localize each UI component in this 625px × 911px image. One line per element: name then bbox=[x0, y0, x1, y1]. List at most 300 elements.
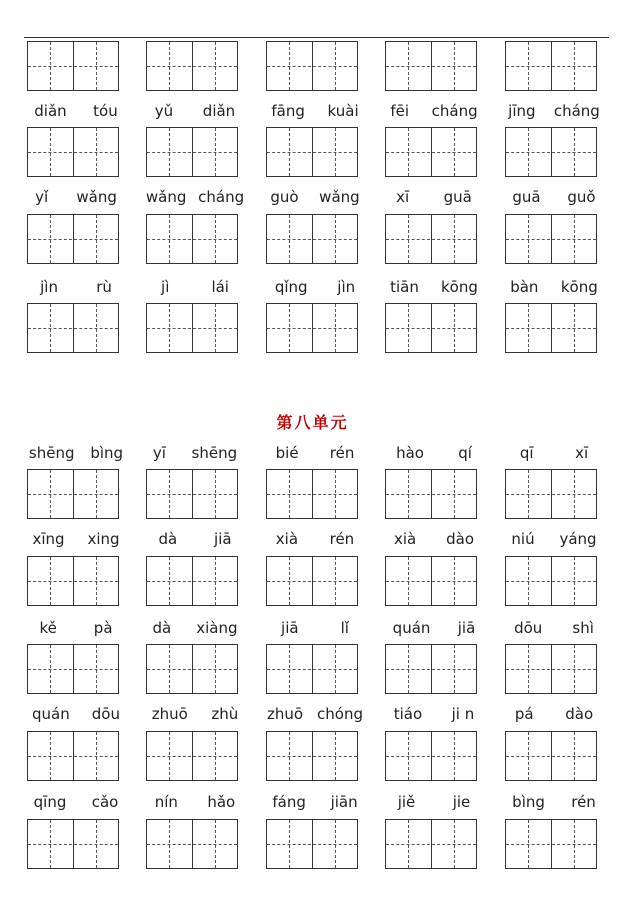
pinyin-syllable: zhuō bbox=[266, 705, 304, 723]
guide-line bbox=[574, 128, 575, 176]
guide-line bbox=[528, 820, 529, 868]
writing-box[interactable] bbox=[385, 214, 477, 264]
guide-line bbox=[454, 128, 455, 176]
writing-box[interactable] bbox=[505, 731, 597, 781]
guide-line bbox=[215, 557, 216, 605]
writing-box[interactable] bbox=[27, 303, 119, 353]
guide-line bbox=[96, 128, 97, 176]
guide-line bbox=[335, 732, 336, 780]
pinyin-label bbox=[140, 791, 250, 811]
pinyin-syllable: xing bbox=[87, 530, 120, 548]
pinyin-syllable: cháng bbox=[553, 102, 600, 120]
writing-box[interactable] bbox=[266, 214, 358, 264]
guide-line bbox=[574, 732, 575, 780]
pinyin-syllable: zhù bbox=[211, 705, 239, 723]
pinyin-syllable: pá bbox=[514, 705, 534, 723]
pinyin-syllable: quán bbox=[32, 705, 70, 723]
pinyin-label bbox=[499, 703, 609, 723]
pinyin-label bbox=[21, 528, 131, 548]
guide-line bbox=[169, 304, 170, 352]
guide-line bbox=[289, 557, 290, 605]
pinyin-label bbox=[499, 528, 609, 548]
writing-box[interactable] bbox=[505, 214, 597, 264]
guide-line bbox=[408, 42, 409, 90]
pinyin-syllable: xiàng bbox=[196, 619, 238, 637]
guide-line bbox=[169, 215, 170, 263]
pinyin-label bbox=[379, 100, 489, 120]
pinyin-syllable: tiáo bbox=[393, 705, 423, 723]
pinyin-syllable: jiān bbox=[330, 793, 358, 811]
guide-line bbox=[50, 42, 51, 90]
guide-line bbox=[408, 304, 409, 352]
guide-line bbox=[454, 42, 455, 90]
guide-line bbox=[506, 152, 596, 153]
guide-line bbox=[386, 494, 476, 495]
pinyin-syllable: wǎng bbox=[319, 188, 360, 206]
guide-line bbox=[169, 732, 170, 780]
guide-line bbox=[528, 732, 529, 780]
guide-line bbox=[335, 645, 336, 693]
guide-line bbox=[574, 557, 575, 605]
guide-line bbox=[28, 328, 118, 329]
writing-box[interactable] bbox=[27, 469, 119, 519]
guide-line bbox=[454, 645, 455, 693]
guide-line bbox=[289, 215, 290, 263]
pinyin-syllable: niú bbox=[511, 530, 535, 548]
writing-box[interactable] bbox=[27, 731, 119, 781]
pinyin-label bbox=[379, 276, 489, 296]
guide-line bbox=[506, 581, 596, 582]
writing-box[interactable] bbox=[27, 556, 119, 606]
guide-line bbox=[574, 215, 575, 263]
guide-line bbox=[408, 557, 409, 605]
guide-line bbox=[50, 645, 51, 693]
guide-line bbox=[335, 470, 336, 518]
pinyin-label bbox=[260, 528, 370, 548]
guide-line bbox=[574, 470, 575, 518]
guide-line bbox=[335, 304, 336, 352]
guide-line bbox=[386, 239, 476, 240]
pinyin-syllable: yǔ bbox=[154, 102, 174, 120]
writing-box[interactable] bbox=[505, 41, 597, 91]
pinyin-label bbox=[140, 276, 250, 296]
guide-line bbox=[454, 304, 455, 352]
guide-line bbox=[454, 215, 455, 263]
guide-line bbox=[28, 581, 118, 582]
guide-line bbox=[267, 756, 357, 757]
guide-line bbox=[408, 128, 409, 176]
writing-box[interactable] bbox=[385, 41, 477, 91]
pinyin-syllable: zhuō bbox=[151, 705, 188, 723]
pinyin-label bbox=[21, 186, 131, 206]
pinyin-syllable: nín bbox=[154, 793, 178, 811]
guide-line bbox=[408, 820, 409, 868]
pinyin-syllable: xià bbox=[275, 530, 299, 548]
pinyin-label bbox=[499, 442, 609, 462]
writing-box[interactable] bbox=[385, 469, 477, 519]
guide-line bbox=[169, 645, 170, 693]
guide-line bbox=[267, 494, 357, 495]
guide-line bbox=[574, 820, 575, 868]
guide-line bbox=[96, 470, 97, 518]
guide-line bbox=[386, 66, 476, 67]
pinyin-label bbox=[379, 703, 489, 723]
pinyin-label bbox=[379, 791, 489, 811]
guide-line bbox=[408, 645, 409, 693]
guide-line bbox=[169, 470, 170, 518]
guide-line bbox=[574, 645, 575, 693]
pinyin-syllable: jiā bbox=[214, 530, 232, 548]
pinyin-syllable: qī bbox=[519, 444, 534, 462]
pinyin-label bbox=[21, 442, 131, 462]
pinyin-syllable: guò bbox=[270, 188, 299, 206]
pinyin-syllable: dào bbox=[446, 530, 475, 548]
pinyin-syllable: kuài bbox=[327, 102, 359, 120]
top-rule bbox=[24, 37, 609, 38]
writing-box[interactable] bbox=[146, 303, 238, 353]
pinyin-label bbox=[140, 186, 250, 206]
writing-box[interactable] bbox=[385, 303, 477, 353]
pinyin-syllable: qǐng bbox=[274, 278, 308, 296]
writing-box[interactable] bbox=[266, 127, 358, 177]
guide-line bbox=[147, 844, 237, 845]
guide-line bbox=[50, 470, 51, 518]
guide-line bbox=[28, 66, 118, 67]
pinyin-label bbox=[21, 791, 131, 811]
guide-line bbox=[267, 239, 357, 240]
pinyin-label bbox=[21, 703, 131, 723]
guide-line bbox=[386, 756, 476, 757]
guide-line bbox=[386, 152, 476, 153]
writing-box[interactable] bbox=[266, 556, 358, 606]
pinyin-syllable: kōng bbox=[560, 278, 598, 296]
guide-line bbox=[169, 42, 170, 90]
guide-line bbox=[408, 732, 409, 780]
pinyin-syllable: dà bbox=[152, 619, 172, 637]
pinyin-syllable: dōu bbox=[91, 705, 120, 723]
guide-line bbox=[169, 557, 170, 605]
guide-line bbox=[528, 215, 529, 263]
pinyin-syllable: yǐ bbox=[35, 188, 49, 206]
pinyin-label bbox=[379, 442, 489, 462]
writing-box[interactable] bbox=[27, 214, 119, 264]
pinyin-syllable: dà bbox=[158, 530, 178, 548]
writing-box[interactable] bbox=[385, 731, 477, 781]
guide-line bbox=[528, 557, 529, 605]
pinyin-syllable: jì bbox=[161, 278, 170, 296]
guide-line bbox=[50, 820, 51, 868]
pinyin-syllable: cháng bbox=[431, 102, 478, 120]
guide-line bbox=[408, 215, 409, 263]
guide-line bbox=[28, 669, 118, 670]
pinyin-syllable: cǎo bbox=[91, 793, 119, 811]
writing-box[interactable] bbox=[505, 819, 597, 869]
guide-line bbox=[335, 42, 336, 90]
guide-line bbox=[574, 304, 575, 352]
writing-box[interactable] bbox=[146, 731, 238, 781]
pinyin-syllable: pà bbox=[93, 619, 113, 637]
writing-box[interactable] bbox=[266, 469, 358, 519]
writing-box[interactable] bbox=[27, 644, 119, 694]
guide-line bbox=[528, 42, 529, 90]
guide-line bbox=[96, 42, 97, 90]
pinyin-label bbox=[260, 186, 370, 206]
guide-line bbox=[215, 470, 216, 518]
pinyin-syllable: dōu bbox=[514, 619, 543, 637]
writing-box[interactable] bbox=[505, 469, 597, 519]
guide-line bbox=[506, 844, 596, 845]
pinyin-syllable: guǒ bbox=[567, 188, 596, 206]
guide-line bbox=[506, 239, 596, 240]
pinyin-label bbox=[260, 100, 370, 120]
pinyin-label bbox=[499, 617, 609, 637]
writing-box[interactable] bbox=[266, 644, 358, 694]
writing-box[interactable] bbox=[146, 41, 238, 91]
pinyin-syllable: lǐ bbox=[340, 619, 349, 637]
pinyin-label bbox=[379, 186, 489, 206]
guide-line bbox=[96, 732, 97, 780]
pinyin-label bbox=[140, 528, 250, 548]
pinyin-syllable: fāng bbox=[271, 102, 305, 120]
pinyin-syllable: jìn bbox=[40, 278, 58, 296]
pinyin-label bbox=[260, 617, 370, 637]
pinyin-label bbox=[499, 791, 609, 811]
guide-line bbox=[454, 820, 455, 868]
pinyin-syllable: diǎn bbox=[34, 102, 67, 120]
pinyin-syllable: jiě bbox=[397, 793, 416, 811]
guide-line bbox=[28, 239, 118, 240]
guide-line bbox=[506, 756, 596, 757]
pinyin-label bbox=[21, 617, 131, 637]
guide-line bbox=[50, 732, 51, 780]
pinyin-label bbox=[260, 276, 370, 296]
pinyin-syllable: wǎng bbox=[145, 188, 187, 206]
pinyin-syllable: jīng bbox=[508, 102, 536, 120]
pinyin-label bbox=[379, 617, 489, 637]
pinyin-label bbox=[140, 442, 250, 462]
pinyin-label bbox=[140, 703, 250, 723]
writing-box[interactable] bbox=[385, 819, 477, 869]
guide-line bbox=[289, 470, 290, 518]
guide-line bbox=[215, 215, 216, 263]
pinyin-syllable: rén bbox=[329, 530, 355, 548]
pinyin-syllable: dào bbox=[565, 705, 594, 723]
guide-line bbox=[50, 128, 51, 176]
guide-line bbox=[289, 732, 290, 780]
guide-line bbox=[169, 128, 170, 176]
pinyin-syllable: lái bbox=[211, 278, 229, 296]
guide-line bbox=[386, 581, 476, 582]
guide-line bbox=[267, 669, 357, 670]
guide-line bbox=[454, 470, 455, 518]
guide-line bbox=[96, 645, 97, 693]
guide-line bbox=[506, 494, 596, 495]
pinyin-syllable: hǎo bbox=[207, 793, 236, 811]
pinyin-syllable: cháng bbox=[198, 188, 245, 206]
pinyin-syllable: guā bbox=[512, 188, 541, 206]
guide-line bbox=[289, 304, 290, 352]
guide-line bbox=[147, 152, 237, 153]
guide-line bbox=[386, 328, 476, 329]
guide-line bbox=[50, 557, 51, 605]
guide-line bbox=[528, 304, 529, 352]
pinyin-syllable: guā bbox=[443, 188, 472, 206]
guide-line bbox=[147, 581, 237, 582]
guide-line bbox=[528, 470, 529, 518]
guide-line bbox=[267, 66, 357, 67]
pinyin-syllable: chóng bbox=[317, 705, 363, 723]
guide-line bbox=[50, 215, 51, 263]
pinyin-syllable: kōng bbox=[441, 278, 478, 296]
writing-box[interactable] bbox=[27, 41, 119, 91]
guide-line bbox=[215, 820, 216, 868]
pinyin-syllable: tóu bbox=[93, 102, 118, 120]
writing-box[interactable] bbox=[27, 127, 119, 177]
guide-line bbox=[147, 669, 237, 670]
guide-line bbox=[96, 820, 97, 868]
guide-line bbox=[169, 820, 170, 868]
guide-line bbox=[96, 215, 97, 263]
guide-line bbox=[215, 645, 216, 693]
writing-box[interactable] bbox=[505, 127, 597, 177]
pinyin-syllable: qí bbox=[458, 444, 472, 462]
guide-line bbox=[267, 152, 357, 153]
pinyin-label bbox=[260, 442, 370, 462]
guide-line bbox=[215, 42, 216, 90]
pinyin-syllable: rù bbox=[96, 278, 112, 296]
pinyin-label bbox=[499, 100, 609, 120]
writing-box[interactable] bbox=[266, 303, 358, 353]
guide-line bbox=[506, 328, 596, 329]
guide-line bbox=[335, 128, 336, 176]
writing-box[interactable] bbox=[146, 469, 238, 519]
guide-line bbox=[267, 844, 357, 845]
guide-line bbox=[289, 820, 290, 868]
guide-line bbox=[50, 304, 51, 352]
guide-line bbox=[289, 128, 290, 176]
guide-line bbox=[96, 557, 97, 605]
pinyin-syllable: qīng bbox=[33, 793, 67, 811]
guide-line bbox=[528, 128, 529, 176]
writing-box[interactable] bbox=[146, 644, 238, 694]
pinyin-syllable: yī bbox=[152, 444, 166, 462]
pinyin-syllable: rén bbox=[329, 444, 355, 462]
pinyin-syllable: jie bbox=[452, 793, 471, 811]
pinyin-syllable: xī bbox=[575, 444, 589, 462]
pinyin-syllable: kě bbox=[39, 619, 57, 637]
pinyin-syllable: jìn bbox=[337, 278, 356, 296]
pinyin-syllable: diǎn bbox=[202, 102, 236, 120]
pinyin-syllable: shēng bbox=[28, 444, 75, 462]
guide-line bbox=[28, 844, 118, 845]
guide-line bbox=[96, 304, 97, 352]
guide-line bbox=[267, 328, 357, 329]
guide-line bbox=[335, 215, 336, 263]
guide-line bbox=[386, 844, 476, 845]
pinyin-syllable: bié bbox=[275, 444, 299, 462]
pinyin-syllable: ji n bbox=[451, 705, 475, 723]
section-title: 第八单元 bbox=[276, 413, 349, 432]
writing-box[interactable] bbox=[146, 819, 238, 869]
pinyin-syllable: bìng bbox=[512, 793, 545, 811]
guide-line bbox=[408, 470, 409, 518]
pinyin-syllable: xīng bbox=[32, 530, 65, 548]
pinyin-label bbox=[140, 100, 250, 120]
writing-box[interactable] bbox=[146, 556, 238, 606]
guide-line bbox=[215, 128, 216, 176]
guide-line bbox=[335, 820, 336, 868]
writing-box[interactable] bbox=[266, 41, 358, 91]
pinyin-syllable: hào bbox=[396, 444, 424, 462]
guide-line bbox=[454, 557, 455, 605]
pinyin-syllable: rén bbox=[571, 793, 596, 811]
guide-line bbox=[147, 239, 237, 240]
guide-line bbox=[289, 645, 290, 693]
writing-box[interactable] bbox=[27, 819, 119, 869]
pinyin-syllable: fēi bbox=[390, 102, 410, 120]
pinyin-label bbox=[499, 276, 609, 296]
writing-box[interactable] bbox=[505, 644, 597, 694]
pinyin-syllable: bìng bbox=[90, 444, 124, 462]
writing-box[interactable] bbox=[146, 214, 238, 264]
writing-box[interactable] bbox=[385, 644, 477, 694]
guide-line bbox=[454, 732, 455, 780]
writing-box[interactable] bbox=[266, 819, 358, 869]
pinyin-syllable: yáng bbox=[559, 530, 597, 548]
pinyin-label bbox=[260, 791, 370, 811]
guide-line bbox=[528, 645, 529, 693]
writing-box[interactable] bbox=[146, 127, 238, 177]
guide-line bbox=[28, 756, 118, 757]
pinyin-label bbox=[21, 276, 131, 296]
guide-line bbox=[574, 42, 575, 90]
guide-line bbox=[215, 732, 216, 780]
pinyin-label bbox=[499, 186, 609, 206]
guide-line bbox=[28, 494, 118, 495]
writing-box[interactable] bbox=[505, 556, 597, 606]
pinyin-syllable: xià bbox=[393, 530, 417, 548]
guide-line bbox=[147, 328, 237, 329]
pinyin-label bbox=[21, 100, 131, 120]
pinyin-syllable: bàn bbox=[510, 278, 539, 296]
writing-box[interactable] bbox=[505, 303, 597, 353]
guide-line bbox=[386, 669, 476, 670]
guide-line bbox=[147, 66, 237, 67]
guide-line bbox=[147, 756, 237, 757]
pinyin-syllable: quán bbox=[392, 619, 431, 637]
pinyin-syllable: xī bbox=[396, 188, 410, 206]
pinyin-label bbox=[260, 703, 370, 723]
guide-line bbox=[267, 581, 357, 582]
writing-box[interactable] bbox=[266, 731, 358, 781]
guide-line bbox=[147, 494, 237, 495]
pinyin-syllable: fáng bbox=[272, 793, 306, 811]
guide-line bbox=[215, 304, 216, 352]
pinyin-label bbox=[379, 528, 489, 548]
guide-line bbox=[289, 42, 290, 90]
pinyin-label bbox=[140, 617, 250, 637]
pinyin-syllable: jiā bbox=[457, 619, 476, 637]
writing-box[interactable] bbox=[385, 127, 477, 177]
pinyin-syllable: shì bbox=[572, 619, 594, 637]
writing-box[interactable] bbox=[385, 556, 477, 606]
pinyin-syllable: tiān bbox=[390, 278, 419, 296]
guide-line bbox=[506, 669, 596, 670]
pinyin-syllable: shēng bbox=[191, 444, 238, 462]
pinyin-syllable: jiā bbox=[281, 619, 299, 637]
guide-line bbox=[335, 557, 336, 605]
guide-line bbox=[28, 152, 118, 153]
